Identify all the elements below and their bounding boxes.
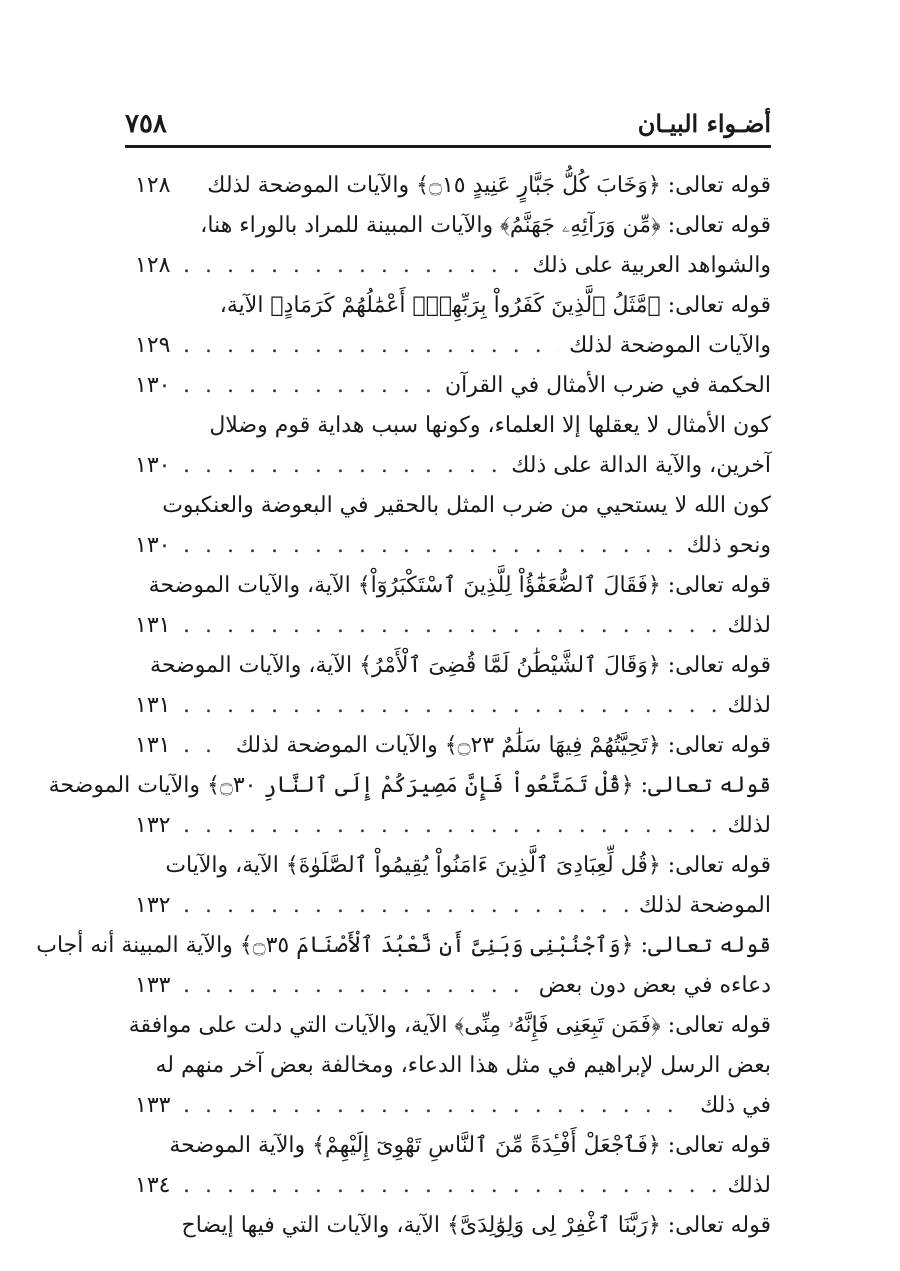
entry-page: ١٣٤	[135, 1173, 171, 1198]
entry-page: ١٢٩	[135, 333, 171, 358]
toc-entry	[135, 646, 771, 686]
entry-text: والآيات الموضحة لذلك	[559, 326, 771, 366]
page-header	[125, 104, 771, 144]
toc-entry	[135, 1086, 771, 1126]
dot-leader	[183, 606, 771, 646]
entry-page: ١٣٣	[135, 973, 171, 998]
toc-entry	[135, 1206, 771, 1246]
entry-text: الحكمة في ضرب الأمثال في القرآن	[435, 366, 771, 406]
entry-page: ١٣١	[135, 693, 171, 718]
toc-entry	[135, 606, 771, 646]
entry-page: ١٣٠	[135, 453, 171, 478]
entry-text: قوله تعالى: ﴿تَحِيَّتُهُمْ فِيهَا سَلَٰمٌ ۝٢٣﴾ والآيات الموضحة لذلك	[226, 726, 771, 766]
entry-text: قوله تعالى: ﴿مِّن وَرَآئِهِۦ جَهَنَّمُ﴾ والآيات المبينة للمراد بالوراء هنا،	[200, 213, 771, 238]
toc-entry	[128, 1006, 771, 1046]
header-rule	[125, 145, 771, 148]
entry-page: ١٣٢	[135, 813, 171, 838]
entry-text: قوله تعالى: ﴿قُل لِّعِبَادِىَ ٱلَّذِينَ ءَامَنُواْ يُقِيمُواْ ٱلصَّلَوٰةَ﴾ الآية، والآيات	[165, 853, 771, 878]
entry-page: ١٣٠	[135, 373, 171, 398]
entry-text: لذلك	[718, 806, 772, 846]
entry-text: في ذلك	[690, 1086, 771, 1126]
dot-leader	[183, 1166, 771, 1206]
entry-page: ١٢٨	[135, 253, 171, 278]
table-of-contents	[36, 166, 771, 1246]
entry-text: لذلك	[718, 686, 772, 726]
toc-entry	[135, 1046, 771, 1086]
dot-leader	[183, 806, 771, 846]
toc-entry	[135, 726, 771, 766]
entry-text: بعض الرسل لإبراهيم في مثل هذا الدعاء، ومخالفة بعض آخر منهم له	[155, 1053, 771, 1078]
toc-entry	[36, 926, 771, 966]
entry-page: ١٣٣	[135, 1093, 171, 1118]
entry-text: قوله تعالى: ﴿فَٱجْعَلْ أَفْـِٔدَةً مِّنَ ٱلنَّاسِ تَهْوِىٓ إِلَيْهِمْ﴾ والآية الموضحة	[169, 1133, 771, 1158]
entry-text: قوله تعالى: ﴿رَبَّنَا ٱغْفِرْ لِى وَلِوَٰلِدَىَّ﴾ الآية، والآيات التي فيها إيضاح	[181, 1213, 771, 1238]
toc-entry	[48, 766, 771, 806]
dot-leader	[183, 1086, 771, 1126]
entry-text: قوله تعالى: ﴿وَخَابَ كُلُّ جَبَّارٍ عَنِيدٍ ۝١٥﴾ والآيات الموضحة لذلك	[207, 173, 771, 198]
entry-text: كون الأمثال لا يعقلها إلا العلماء، وكونها سبب هداية قوم وضلال	[209, 413, 771, 438]
toc-entry	[135, 526, 771, 566]
toc-entry	[135, 366, 771, 406]
entry-text: قوله تعالى: ﴿قُلْ تَمَتَّعُواْ فَإِنَّ مَصِيرَكُمْ إِلَى ٱلنَّارِ ۝٣٠﴾ والآيات الموضحة	[48, 773, 771, 798]
entry-text: ونحو ذلك	[677, 526, 771, 566]
entry-text: قوله تعالى: ﴿فَمَن تَبِعَنِى فَإِنَّهُۥ مِنِّى﴾ الآية، والآيات التي دلت على موافقة	[128, 1013, 771, 1038]
toc-entry	[135, 206, 771, 246]
entry-text: لذلك	[718, 606, 772, 646]
toc-entry	[135, 966, 771, 1006]
page-number: ٧٥٨	[125, 109, 167, 139]
toc-entry	[135, 166, 771, 206]
entry-text: كون الله لا يستحيي من ضرب المثل بالحقير في البعوضة والعنكبوت	[162, 493, 771, 518]
toc-entry	[135, 566, 771, 606]
book-title: أضـواء البيـان	[637, 109, 771, 138]
toc-entry	[135, 806, 771, 846]
entry-text: لذلك	[718, 1166, 772, 1206]
toc-entry	[135, 286, 771, 326]
toc-entry	[135, 1166, 771, 1206]
entry-text: الموضحة لذلك	[629, 886, 771, 926]
entry-text: قوله تعالى: ﴿وَٱجْنُبْنِى وَبَنِىَّ أَن نَّعْبُدَ ٱلْأَصْنَامَ ۝٣٥﴾ والآية المبينة أنه أجاب	[36, 933, 771, 958]
entry-page: ١٣١	[135, 613, 171, 638]
toc-entry	[135, 486, 771, 526]
entry-page: ١٣١	[135, 733, 171, 758]
entry-page: ١٣٠	[135, 533, 171, 558]
entry-page: ١٣٢	[135, 893, 171, 918]
entry-text: قوله تعالى: ﴿مَّثَلُ ٱلَّذِينَ كَفَرُواْ بِرَبِّهِمْۖ أَعْمَٰلُهُمْ كَرَمَادٍ﴾ الآية،	[219, 293, 771, 318]
toc-entry	[135, 1126, 771, 1166]
entry-text: والشواهد العربية على ذلك	[522, 246, 771, 286]
entry-text: قوله تعالى: ﴿فَقَالَ ٱلضُّعَفَٰٓؤُاْ لِلَّذِينَ ٱسْتَكْبَرُوٓاْ﴾ الآية، والآيات الموضحة	[148, 573, 771, 598]
dot-leader	[183, 686, 771, 726]
toc-entry	[135, 846, 771, 886]
toc-entry	[135, 886, 771, 926]
toc-entry	[135, 326, 771, 366]
entry-page: ١٢٨	[135, 173, 171, 198]
toc-entry	[135, 406, 771, 446]
entry-text: آخرين، والآية الدالة على ذلك	[501, 446, 771, 486]
toc-entry	[135, 686, 771, 726]
toc-entry	[135, 246, 771, 286]
entry-text: دعاءه في بعض دون بعض	[529, 966, 771, 1006]
toc-entry	[135, 446, 771, 486]
entry-text: قوله تعالى: ﴿وَقَالَ ٱلشَّيْطَٰنُ لَمَّا قُضِىَ ٱلْأَمْرُ﴾ الآية، والآيات الموضحة	[150, 653, 771, 678]
